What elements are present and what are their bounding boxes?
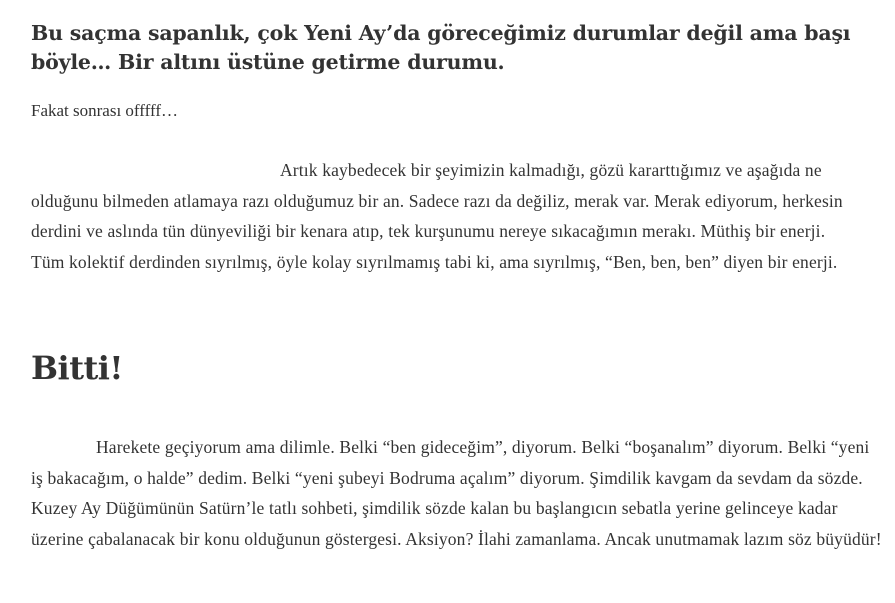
- paragraph-2: Harekete geçiyorum ama dilimle. Belki “ben gideceğim”, diyorum. Belki “boşanalım” diyorum. Belki “yeni iş bakacağım, o halde” dedim. Belki “yeni şubeyi Bodruma açalım” diyorum. Şimdilik kavgam da sevdam da sözde. Kuzey Ay Düğümünün Satürn’le tatlı sohbeti, şimdilik sözde kalan bu başlangıcın sebatla yerine gelinceye kadar üzerine çabalanacak bir konu olduğunun göstergesi. Aksiyon? İlahi zamanlama. Ancak unutmamak lazım söz büyüdür!: [31, 437, 882, 549]
- article-subheading: Bu saçma sapanlık, çok Yeni Ay’da göreceğimiz durumlar değil ama başı böyle… Bir altını üstüne getirme durumu.: [31, 21, 851, 74]
- paragraph-1: Artık kaybedecek bir şeyimizin kalmadığı, gözü kararttığımız ve aşağıda ne olduğunu bilmeden atlamaya razı olduğumuz bir an. Sadece razı da değiliz, merak var. Merak ediyorum, herkesin derdini ve aslında tün dünyeviliği bir kenara atıp, tek kurşunumu nereye sıkacağımın merakı. Müthiş bir enerji. Tüm kolektif derdinden sıyrılmış, öyle kolay sıyrılmamış tabi ki, ama sıyrılmış, “Ben, ben, ben” diyen bir enerji.: [31, 160, 843, 272]
- intro-line: Fakat sonrası offfff…: [31, 101, 179, 120]
- section-heading: Bitti!: [31, 349, 123, 387]
